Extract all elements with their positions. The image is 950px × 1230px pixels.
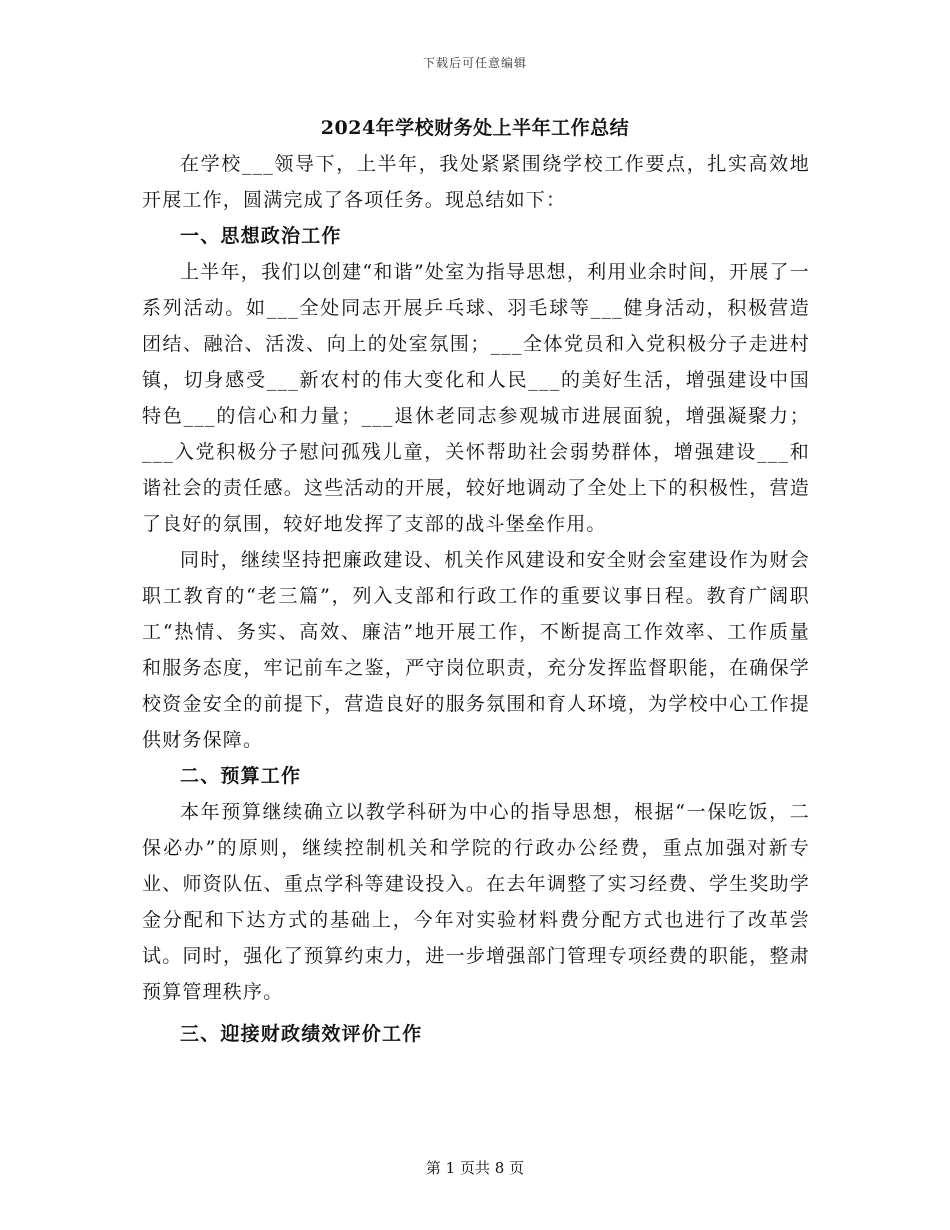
header-note: 下载后可任意编辑 [422,56,527,70]
paragraph-ideology-activities: 上半年，我们以创建“和谐”处室为指导思想，利用业余时间，开展了一系列活动。如___全处同志开展乒乓球、羽毛球等___健身活动，积极营造团结、融洽、活泼、向上的处室氛围；___全体党员和入党积极分子走进村镇，切身感受___新农村的伟大变化和人民___的美好生活，增强建设中国特色___的信心和力量；___退休老同志参观城市进展面貌，增强凝聚力；___入党积极分子慰问孤残儿童，关怀帮助社会弱势群体，增强建设___和谐社会的责任感。这些活动的开展，较好地调动了全处上下的积极性，营造了良好的氛围，较好地发挥了支部的战斗堡垒作用。 [142,261,810,535]
paragraph-budget: 本年预算继续确立以教学科研为中心的指导思想，根据“一保吃饭，二保必办”的原则，继续控制机关和学院的行政办公经费，重点加强对新专业、师资队伍、重点学科等建设投入。在去年调整了实习经费、学生奖助学金分配和下达方式的基础上，今年对实验材料费分配方式也进行了改革尝试。同时，强化了预算约束力，进一步增强部门管理专项经费的职能，整肃预算管理秩序。 [142,801,810,1003]
intro-paragraph: 在学校___领导下，上半年，我处紧紧围绕学校工作要点，扎实高效地开展工作，圆满完成了各项任务。现总结如下： [142,153,810,211]
section-heading-budget: 二、预算工作 [180,765,302,787]
page-number: 第 1 页共 8 页 [425,1159,525,1177]
document-title: 2024年学校财务处上半年工作总结 [320,117,630,139]
document-body [142,146,810,1052]
paragraph-ideology-integrity: 同时，继续坚持把廉政建设、机关作风建设和安全财会室建设作为财会职工教育的“老三篇”，列入支部和行政工作的重要议事日程。教育广阔职工“热情、务实、高效、廉洁”地开展工作，不断提高工作效率、工作质量和服务态度，牢记前车之鉴，严守岗位职责，充分发挥监督职能，在确保学校资金安全的前提下，营造良好的服务氛围和育人环境，为学校中心工作提供财务保障。 [142,549,810,751]
section-heading-performance-evaluation: 三、迎接财政绩效评价工作 [180,1023,423,1045]
section-heading-ideology: 一、思想政治工作 [180,225,342,247]
